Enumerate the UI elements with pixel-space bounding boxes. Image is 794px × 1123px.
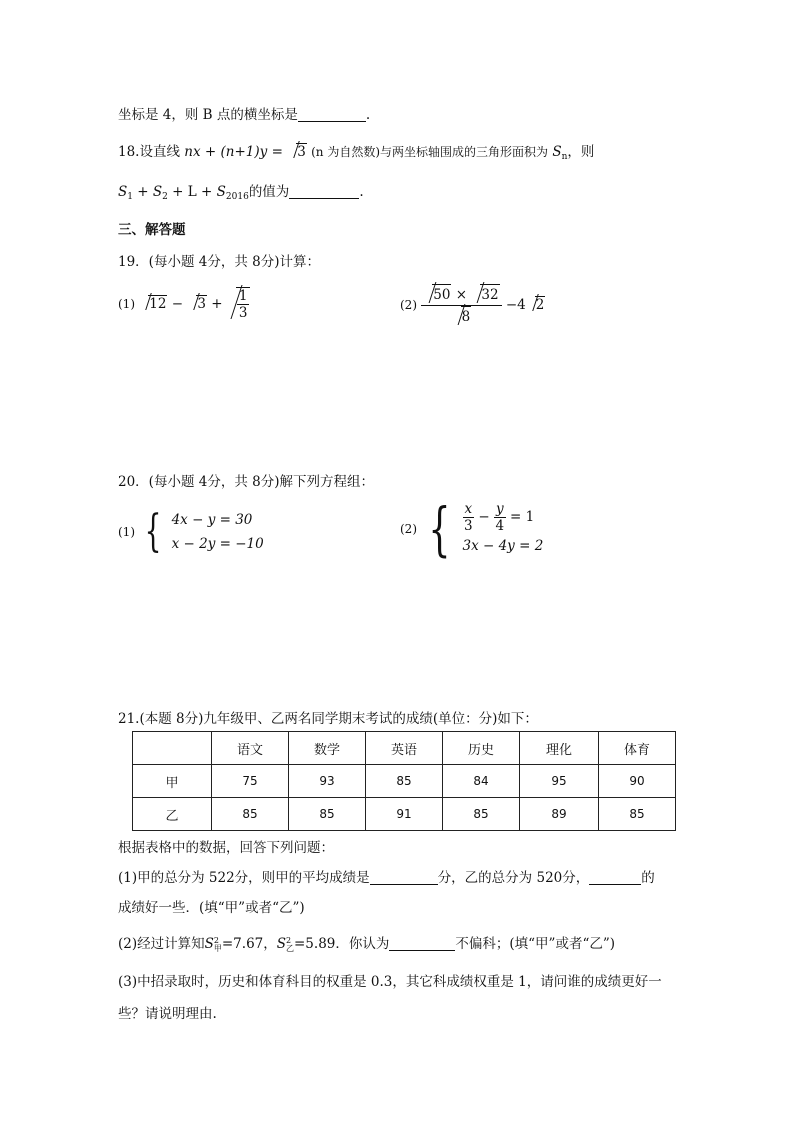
variance-scripts: [286, 937, 294, 953]
score-cell: 85: [212, 798, 289, 831]
answer-blank[interactable]: [370, 870, 438, 885]
S-symbol: S: [552, 144, 562, 160]
plus-3: +: [201, 184, 213, 200]
rhs: = 1: [509, 509, 535, 525]
header-cell: 数学: [289, 732, 366, 765]
q20-p1-label: (1): [118, 525, 135, 539]
eq-x: x: [192, 144, 201, 160]
grades-table: [132, 731, 676, 831]
minus-four: −4: [505, 297, 526, 313]
S2-sub: 2: [162, 192, 168, 202]
eq-equals: =: [271, 144, 283, 160]
q19-p2-label: (2): [400, 298, 417, 312]
minus-sign: −: [171, 296, 184, 312]
variance-scripts: [214, 937, 222, 953]
q21-s1-c: 的: [641, 870, 655, 886]
eq-n: n: [184, 144, 193, 160]
q17-end: .: [365, 107, 371, 123]
table-header-row: [133, 732, 676, 765]
left-brace: {: [428, 495, 451, 563]
q21-s2-a: (2)经过计算知: [118, 936, 205, 952]
q21-intro: 根据表格中的数据，回答下列问题：: [118, 840, 334, 856]
superscript: 2: [213, 935, 219, 945]
variance-S: S: [204, 936, 214, 952]
q18-prefix: 设直线: [139, 144, 180, 160]
score-cell: 85: [599, 798, 676, 831]
ellipsis-L: L: [187, 184, 197, 200]
score-cell: 84: [443, 765, 520, 798]
answer-blank[interactable]: [289, 184, 359, 199]
subscript: 甲: [213, 943, 222, 953]
eq-paren: (n+1): [220, 144, 260, 160]
header-cell: 理化: [520, 732, 599, 765]
equation: x − 2y = −10: [171, 536, 264, 552]
equation: [463, 500, 544, 534]
q21-sub1-cont: 成绩好一些．(填“甲”或者“乙”): [118, 900, 305, 916]
q18-number: 18.: [118, 144, 140, 160]
header-cell: 历史: [443, 732, 520, 765]
q19-p1-label: (1): [118, 297, 135, 311]
section-title: 三、解答题: [118, 222, 186, 238]
equation: 4x − y = 30: [171, 512, 253, 528]
q19-part1: [118, 287, 250, 321]
sqrt-symbol: [423, 284, 451, 305]
left-brace: {: [144, 506, 162, 557]
fraction: [237, 288, 250, 321]
answer-blank[interactable]: [589, 870, 641, 885]
q20-title: 20．(每小题 4分，共 8分)解下列方程组：: [118, 474, 374, 490]
row-name: 乙: [133, 798, 212, 831]
radicand: 50: [432, 284, 451, 305]
score-cell: 93: [289, 765, 366, 798]
denominator: 3: [238, 305, 248, 321]
q21-title: 21.(本题 8分)九年级甲、乙两名同学期末考试的成绩(单位：分)如下：: [118, 711, 538, 727]
q21-sub1: [118, 866, 655, 886]
S2016-sub: 2016: [225, 192, 249, 202]
eq-plus: +: [204, 144, 217, 160]
header-cell: 语文: [212, 732, 289, 765]
S1-symbol: S: [118, 184, 128, 200]
q19-part2: [400, 284, 545, 327]
header-cell: 英语: [366, 732, 443, 765]
score-cell: 91: [366, 798, 443, 831]
q20-part1: [118, 508, 264, 556]
header-cell: 体育: [599, 732, 676, 765]
score-cell: 85: [289, 798, 366, 831]
equation-system: [463, 500, 544, 558]
radicand: 12: [149, 296, 167, 312]
q21-sub2: [118, 932, 615, 953]
q17-tail: [118, 103, 370, 123]
q18-end: .: [359, 184, 364, 200]
subscript: 乙: [286, 943, 294, 953]
S2-symbol: S: [152, 184, 163, 200]
sqrt-symbol: [139, 295, 167, 312]
numerator: y: [496, 501, 504, 517]
answer-blank[interactable]: [389, 936, 455, 951]
score-cell: 75: [212, 765, 289, 798]
q19-title: 19．(每小题 4分，共 8分)计算：: [118, 254, 320, 270]
minus-sign: −: [478, 509, 490, 525]
equation: 3x − 4y = 2: [462, 538, 544, 554]
score-cell: 85: [366, 765, 443, 798]
score-cell: 95: [520, 765, 599, 798]
q21-s2-b: 不偏科；(填“甲”或者“乙”): [455, 936, 616, 952]
sqrt-symbol: [187, 295, 207, 312]
denominator: 4: [495, 518, 505, 534]
q18-suffix: 的值为: [248, 184, 290, 200]
q20-p2-label: (2): [400, 522, 417, 536]
header-cell: [133, 732, 212, 765]
q21-s1-a: (1)甲的总分为 522分，则甲的平均成绩是: [118, 870, 370, 886]
variance-value: =7.67，: [221, 936, 277, 952]
radicand: 3: [297, 144, 306, 160]
q21-s1-b: 分，乙的总分为 520分，: [437, 870, 590, 886]
denominator: 3: [464, 518, 473, 534]
sqrt-symbol: [287, 143, 307, 160]
plus-1: +: [137, 184, 149, 200]
plus-2: +: [172, 184, 184, 200]
q18-then: ，则: [567, 144, 595, 160]
S-subscript: n: [561, 152, 568, 162]
score-cell: 90: [599, 765, 676, 798]
score-cell: 89: [520, 798, 599, 831]
table-row: [133, 798, 676, 831]
radicand: 32: [480, 284, 499, 305]
sqrt-symbol: [452, 306, 472, 327]
sqrt-symbol: [471, 284, 499, 305]
radicand: 3: [197, 296, 206, 312]
q21-sub3-cont: 些？请说明理由.: [118, 1006, 217, 1022]
q17-text: 坐标是 4，则 B 点的横坐标是: [118, 107, 298, 123]
score-cell: 85: [443, 798, 520, 831]
table-row: [133, 765, 676, 798]
S2016-symbol: S: [216, 184, 226, 200]
variance-S: S: [276, 936, 286, 952]
numerator: 1: [238, 288, 248, 304]
answer-blank[interactable]: [298, 107, 366, 122]
sqrt-symbol: [526, 296, 546, 313]
sqrt-symbol: [227, 287, 251, 321]
plus-sign: +: [211, 296, 223, 312]
q18-line1: [118, 140, 594, 162]
q18-note: (n 为自然数)与两坐标轴围成的三角形面积为: [311, 145, 549, 159]
row-name: 甲: [133, 765, 212, 798]
fraction: [421, 284, 501, 327]
numerator: x: [464, 501, 473, 517]
equation-system: [172, 508, 264, 556]
eq-y: y: [259, 144, 268, 160]
superscript: 2: [286, 935, 292, 945]
q18-line2: [118, 180, 364, 202]
q21-sub3: (3)中招录取时，历史和体育科目的权重是 0.3，其它科成绩权重是 1，请问谁的成绩更好一: [118, 974, 662, 990]
q20-part2: [400, 495, 544, 563]
S1-sub: 1: [127, 192, 133, 202]
variance-value: =5.89．你认为: [294, 936, 390, 952]
times-sign: ×: [455, 287, 468, 303]
radicand: 2: [535, 297, 545, 313]
radicand: 8: [461, 306, 472, 327]
